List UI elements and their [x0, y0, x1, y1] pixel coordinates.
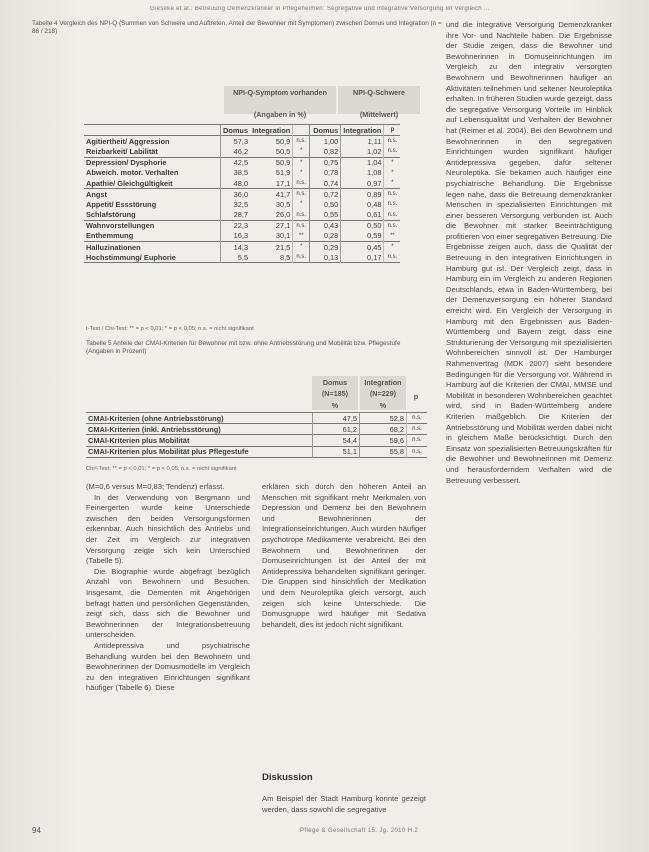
cell-p: n.s.: [407, 435, 428, 446]
body-column-left: [86, 482, 250, 818]
cell-mean-domus: 0,43: [310, 220, 341, 231]
cell-p: n.s.: [293, 189, 310, 200]
paragraph: Die Biographie wurde abgefragt bezüglich Anzahl von Bewohnern und Besuchen. Insgesamt, die Dementen mit Angehörigen befragt hatten und persönlichen Gegenständen, zeigt sich, dass sich die Bewohner und Bewohnerinnen der Integrationsbetreuung unterscheiden.: [86, 566, 250, 640]
cell-mean-integration: 0,89: [341, 189, 384, 200]
cell-integration: 50,5: [275, 146, 291, 156]
paragraph: (M=0,6 versus M=0,83; Tendenz) erfasst.: [86, 482, 225, 491]
table4-col-integration: Integration: [250, 125, 293, 136]
cell-p2: *: [384, 157, 401, 168]
row-label: CMAI-Kriterien (inkl. Antriebsstörung): [86, 424, 313, 435]
cell-p2: n.s.: [384, 210, 401, 221]
cell-integration: 41,7: [250, 189, 293, 200]
cell-domus: 22,3: [221, 220, 251, 231]
table-row: [84, 231, 400, 242]
cell-mean-integration: 0,97: [341, 178, 384, 189]
section-heading-discussion: Diskussion: [262, 772, 313, 783]
cell-p: n.s.: [293, 210, 310, 221]
table4: [84, 124, 400, 263]
cell-mean-integration: 1,11: [341, 136, 384, 147]
table4-header-symptoms: NPI-Q-Symptom vorhanden: [233, 88, 327, 97]
cell-domus: 32,5: [221, 199, 251, 209]
cell-mean-integration: 0,50: [341, 220, 384, 231]
row-label: Schlafstörung: [86, 210, 136, 220]
cell-mean-integration: 1,08: [341, 168, 384, 178]
cell-integration: 17,1: [275, 178, 291, 188]
page-footer: Pflege & Gesellschaft 15. Jg. 2010 H.2: [300, 828, 419, 834]
cell-integration: 21,5: [250, 242, 293, 253]
cell-integration: 68,2: [360, 424, 407, 435]
cell-mean-integration: 0,59: [341, 231, 384, 242]
cell-p: n.s.: [293, 252, 310, 263]
cell-mean-domus: 0,50: [310, 199, 341, 209]
cell-mean-integration: 0,61: [341, 210, 384, 221]
row-label: Apathie/ Gleichgültigkeit: [86, 178, 173, 188]
table4-col-domus: Domus: [221, 125, 251, 136]
row-label: Hochstimmung/ Euphorie: [86, 252, 176, 262]
cell-domus: 14,3: [221, 242, 251, 253]
table-row: [84, 178, 400, 189]
cell-p2: n.s.: [384, 252, 401, 263]
cell-integration: 30,1: [275, 231, 291, 241]
cell-mean-integration: 0,17: [341, 252, 384, 263]
cell-p: n.s.: [293, 136, 310, 147]
table4-footnote: t-Test / Chi-Test: ** = p < 0,01; * = p < 0,05; n.s. = nicht signifikant: [86, 326, 254, 332]
cell-p2: n.s.: [384, 146, 401, 157]
cell-integration: 26,0: [275, 210, 291, 220]
cell-p: **: [293, 231, 310, 242]
cell-domus: 47,5: [313, 413, 360, 424]
row-label: Wahnvorstellungen: [84, 220, 221, 231]
table-row: [84, 189, 400, 200]
paragraph: erklären sich durch den höheren Anteil an Menschen mit signifikant mehr Merkmalen von Depression und Demenz bei den Bewohnern und Bewohnerinnen der Integrationseinrichtungen. Auch wurden häufiger psychotrope Medikamente verabreicht. Bei den Bewohnern und Bewohnerinnen der Domuseinrichtungen ist der Anteil der mit Antidepressiva behandelten signifikant geringer. Die Gruppen sind hinsichtlich der Medikation und dem Neuroleptika gleich versorgt, auch zeigen sich keine Unterschiede. Die Domusgruppe wird häufiger mit Sedativa behandelt, dies ist jedoch nicht signifikant.: [262, 482, 426, 629]
cell-integration: 50,9: [250, 157, 293, 168]
cell-domus: 51,1: [313, 446, 360, 457]
body-column-right: [446, 20, 612, 818]
table5: [86, 412, 427, 458]
row-label: Agitiertheit/ Aggression: [84, 136, 221, 147]
cell-p2: **: [384, 231, 401, 242]
page-number: 94: [32, 826, 41, 835]
cell-domus: 48,0: [221, 178, 251, 189]
table5-unit-domus: %: [331, 401, 339, 410]
table4-header-severity: NPI-Q-Schwere: [353, 88, 405, 97]
cell-domus: 57,3: [221, 136, 251, 147]
cell-domus: 5,5: [221, 252, 251, 263]
table-row: [86, 435, 427, 446]
cell-mean-integration: 0,48: [341, 199, 384, 209]
table-row: [84, 146, 400, 157]
paragraph: In der Verwendung von Bergmann und Feinergerten wurde keine Unterschiede zwischen den beiden Versorgungsformen erkennbar. Auch hinsichtlich des Antriebs und der Zeit im Vergleich zur integrativen Versorgung zeigte sich kein Unterschied (Tabelle 5).: [86, 492, 250, 566]
table4-col-domus-2: Domus: [310, 125, 341, 136]
row-label: CMAI-Kriterien plus Mobilität plus Pflegestufe: [86, 446, 313, 457]
table-row: [86, 446, 427, 457]
cell-mean-integration: 0,45: [341, 242, 384, 253]
cell-p: n.s.: [293, 220, 310, 231]
cell-p: *: [293, 168, 310, 178]
table4-header-severity-unit: (Mittelwert): [359, 110, 399, 119]
row-label: Angst: [84, 189, 221, 200]
cell-p2: *: [384, 178, 401, 189]
cell-p: n.s.: [407, 424, 428, 435]
cell-mean-domus: 0,75: [310, 157, 341, 168]
cell-p: n.s.: [407, 446, 428, 457]
cell-mean-domus: 0,72: [310, 189, 341, 200]
cell-p: *: [293, 146, 310, 157]
table5-footnote: Chi²-Test: ** = p < 0,01; * = p < 0,05; n.s. = nicht signifikant: [86, 466, 237, 472]
body-column-middle-discussion: [262, 794, 426, 820]
cell-p: n.s.: [293, 178, 310, 189]
body-column-middle: [262, 482, 426, 698]
table5-col-p: p: [413, 392, 419, 401]
table4-head-row: [84, 125, 400, 136]
cell-domus: 42,5: [221, 157, 251, 168]
cell-integration: 50,9: [250, 136, 293, 147]
cell-p2: n.s.: [384, 199, 401, 209]
cell-p2: n.s.: [384, 220, 401, 231]
table4-caption: Tabelle 4 Vergleich des NPI-Q (Summen von Schwere und Auftreten, Anteil der Bewohner mit Symptomen) zwischen Domus und Integration (n = 86 / 218): [32, 20, 442, 36]
table-row: [86, 424, 427, 435]
running-head: Gieseke et al.: Betreuung Demenzkranker in Pflegeheimen: Segregative und integrative Versorgung im Vergleich ...: [150, 6, 490, 12]
cell-p: *: [293, 157, 310, 168]
cell-mean-domus: 0,28: [310, 231, 341, 242]
cell-integration: 8,5: [279, 252, 291, 262]
cell-p: n.s.: [407, 413, 428, 424]
cell-p: *: [293, 199, 310, 209]
cell-domus: 28,7: [221, 210, 251, 221]
table4-header-symptoms-unit: (Angaben in %): [253, 110, 307, 119]
cell-domus: 46,2: [221, 146, 251, 157]
cell-p2: *: [384, 242, 401, 253]
cell-mean-domus: 0,74: [310, 178, 341, 189]
table-row: [84, 210, 400, 221]
row-label: CMAI-Kriterien (ohne Antriebsstörung): [86, 413, 313, 424]
table4-col-integration-2: Integration: [341, 125, 384, 136]
table-row: [84, 220, 400, 231]
row-label: Halluzinationen: [84, 242, 221, 253]
cell-mean-domus: 0,13: [310, 252, 341, 263]
cell-p2: n.s.: [384, 189, 401, 200]
table4-col-p: p: [384, 125, 401, 136]
table5-col-integration: Integration: [364, 378, 402, 387]
cell-p2: *: [384, 168, 401, 178]
cell-domus: 38,5: [221, 168, 251, 178]
row-label: Reizbarkeit/ Labilität: [86, 146, 158, 156]
row-label: CMAI-Kriterien plus Mobilität: [86, 435, 313, 446]
table5-col-domus-n: (N=185): [321, 389, 349, 398]
table5-caption: Tabelle 5 Anteile der CMAI-Kriterien für Bewohner mit bzw. ohne Antriebsstörung und Mobilität bzw. Pflegestufe (Angaben in Prozent): [86, 340, 401, 356]
cell-mean-domus: 0,78: [310, 168, 341, 178]
cell-p: *: [293, 242, 310, 253]
cell-mean-integration: 1,02: [341, 146, 384, 157]
table-row: [84, 168, 400, 178]
cell-mean-domus: 1,00: [310, 136, 341, 147]
cell-mean-domus: 0,29: [310, 242, 341, 253]
table5-col-domus: Domus: [322, 378, 348, 387]
row-label: Appetit/ Essstörung: [86, 199, 157, 209]
row-label: Abweich. motor. Verhalten: [86, 168, 179, 178]
cell-integration: 51,9: [275, 168, 291, 178]
row-label: Depression/ Dysphorie: [84, 157, 221, 168]
cell-p2: n.s.: [384, 136, 401, 147]
paragraph: Am Beispiel der Stadt Hamburg konnte gezeigt werden, dass sowohl die segregative: [262, 794, 426, 814]
cell-integration: 30,5: [275, 199, 291, 209]
cell-domus: 54,4: [313, 435, 360, 446]
row-label: Enthemmung: [86, 231, 134, 241]
cell-domus: 36,0: [221, 189, 251, 200]
table5-col-integration-n: (N=229): [369, 389, 397, 398]
cell-integration: 59,6: [360, 435, 407, 446]
table-row: [84, 252, 400, 263]
table-row: [86, 413, 427, 424]
table-row: [84, 242, 400, 253]
cell-domus: 16,3: [221, 231, 251, 242]
cell-integration: 55,8: [360, 446, 407, 457]
cell-integration: 27,1: [250, 220, 293, 231]
table-row: [84, 136, 400, 147]
cell-mean-domus: 0,55: [310, 210, 341, 221]
table-row: [84, 199, 400, 209]
cell-mean-domus: 0,82: [310, 146, 341, 157]
cell-integration: 52,8: [360, 413, 407, 424]
table-row: [84, 157, 400, 168]
paragraph: und die integrative Versorgung Demenzkranker ihre Vor- und Nachteile haben. Die Ergebnisse der Studie zeigen, dass die Bewohner und Bewohnerinnen in Domuseinrichtungen im Vergleich zu den integrativ versorgten Bewohnern und Bewohnerinnen häufiger an Aktivitäten teilnehmen und seltener Neuroleptika erhalten. In früheren Studien wurde gezeigt, dass die segregative Versorgung Vorteile im Hinblick auf Lebensqualität und Verhalten der Bewohner hat (Reimer et al. 2004). Bei den Bewohnern und Bewohnerinnen in den segregativen Einrichtungen wurden signifikant häufiger Antidepressiva gegeben, dafür seltener Neuroleptika. Sie bekamen auch häufiger eine psychiatrische Behandlung. Die Ergebnisse legen nahe, dass die Betreuung demenzkranker Menschen in spezialisierten Einrichtungen mit einer besseren Versorgung verbunden ist. Auch die Bewohner mit starker Beeinträchtigung profitieren von einer segregativen Betreuung. Die Ergebnisse zeigen auch, dass die Qualität der Betreuung in den integrativen Einrichtungen in Hamburg gut ist. Der Vergleich zeigt, dass in Hamburg ein im Vergleich zu anderen Regionen Deutschlands, etwa in Baden-Württemberg, bei der Demenzversorgung ein höherer Standard erreicht wird. Ein Vergleich der Versorgung in Hamburg mit den Ergebnissen aus Baden-Württemberg und Bayern zeigt, dass eine Strukturierung der Versorgung mit spezialisierten Wohnbereichen sinnvoll ist. Der Hamburger Rahmenvertrag (MDK 2007) sieht besondere Bedingungen für die Versorgung vor. Während in Hamburg auf die Kriterien der CMAI, MMSE und Mobilität in besonderen Wohnbereichen geachtet wird, sind in Baden-Württemberg andere Kriterien maßgeblich. Die Kriterien der Antriebsstörung und Mobilität werden dabei nicht in gleichem Maße berücksichtigt. Durch den Einsatz von spezialisierten Betreuungskräften für die Bewohner und Bewohnerinnen mit Demenz und herausforderndem Verhalten wird die Betreuung verbessert.: [446, 20, 612, 485]
paragraph: Antidepressiva und psychiatrische Behandlung wurden bei den Bewohnern und Bewohnerinnen der Domusmodelle im Vergleich zu den integrativen Einrichtungen signifikant häufiger (Tabelle 6). Diese: [86, 640, 250, 693]
cell-domus: 61,2: [313, 424, 360, 435]
table5-unit-integration: %: [379, 401, 387, 410]
cell-mean-integration: 1,04: [341, 157, 384, 168]
